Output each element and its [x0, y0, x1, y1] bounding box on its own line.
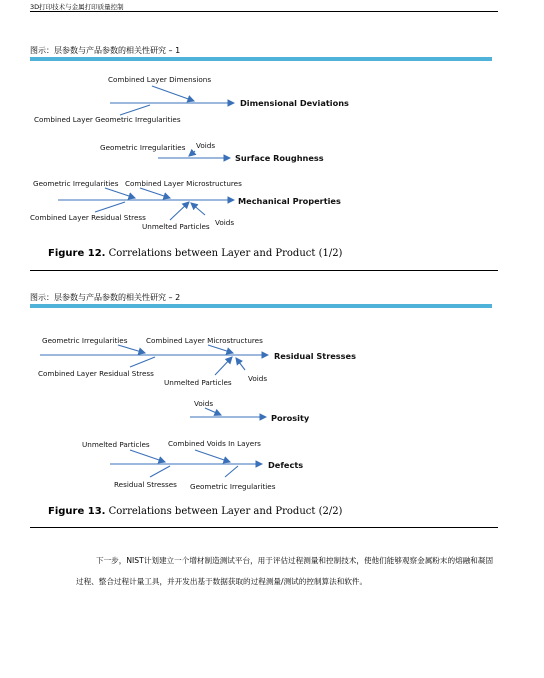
figure12-text: Correlations between Layer and Product (1/2)	[105, 248, 343, 259]
figure13-caption	[48, 506, 342, 517]
label-residual-stresses: Residual Stresses	[114, 480, 177, 489]
label-unmelted-particles-2: Unmelted Particles	[164, 378, 232, 387]
label-geometric-irregularities: Geometric Irregularities	[100, 143, 186, 152]
surface-cause-arrow	[189, 151, 195, 156]
target-dimensional-deviations: Dimensional Deviations	[240, 98, 349, 108]
residual-cause-arrow-5	[236, 358, 245, 370]
residual-cause-arrow-4	[215, 357, 232, 375]
label-geometric-irregularities-2: Geometric Irregularities	[33, 179, 119, 188]
residual-cause-arrow-1	[118, 345, 145, 353]
defects-cause-arrow-3	[150, 466, 170, 477]
target-surface-roughness: Surface Roughness	[235, 153, 324, 163]
label-unmelted-particles-3: Unmelted Particles	[82, 440, 150, 449]
label-voids-4: Voids	[194, 399, 214, 408]
figure12-caption	[48, 248, 342, 259]
figure12-divider	[30, 270, 498, 271]
porosity-cause-arrow	[205, 408, 221, 415]
target-mechanical-properties: Mechanical Properties	[238, 196, 341, 206]
label-voids-2: Voids	[215, 218, 235, 227]
dimensional-cause-arrow-1	[152, 86, 194, 101]
figure13-divider	[30, 527, 498, 528]
figure13-text: Correlations between Layer and Product (2/2)	[105, 506, 343, 517]
figure13-label: Figure 13.	[48, 506, 106, 517]
target-porosity: Porosity	[271, 413, 310, 423]
defects-cause-arrow-1	[130, 450, 165, 462]
label-combined-layer-microstructures: Combined Layer Microstructures	[125, 179, 242, 188]
residual-cause-arrow-3	[130, 357, 155, 367]
mechanical-cause-arrow-4	[170, 202, 189, 220]
label-combined-layer-microstructures-2: Combined Layer Microstructures	[146, 336, 263, 345]
target-defects: Defects	[268, 460, 304, 470]
label-geometric-irregularities-4: Geometric Irregularities	[190, 482, 276, 491]
header-divider	[30, 11, 498, 12]
label-voids: Voids	[196, 141, 216, 150]
mechanical-cause-arrow-2	[140, 188, 170, 198]
mechanical-cause-arrow-5	[191, 203, 205, 215]
defects-cause-arrow-2	[195, 450, 230, 462]
target-residual-stresses: Residual Stresses	[274, 351, 356, 361]
label-combined-layer-residual-stress-2: Combined Layer Residual Stress	[38, 369, 154, 378]
section2-accent-bar	[30, 304, 492, 308]
mechanical-cause-arrow-3	[95, 202, 125, 212]
label-voids-3: Voids	[248, 374, 268, 383]
section2-title: 图示：层参数与产品参数的相关性研究 – 2	[30, 293, 181, 302]
label-combined-voids-in-layers: Combined Voids In Layers	[168, 439, 261, 448]
dimensional-cause-arrow-2	[120, 105, 150, 115]
label-combined-layer-dimensions: Combined Layer Dimensions	[108, 75, 212, 84]
figure12-label: Figure 12.	[48, 248, 106, 259]
residual-cause-arrow-2	[208, 345, 233, 353]
label-unmelted-particles: Unmelted Particles	[142, 222, 210, 231]
label-combined-layer-geometric-irregularities: Combined Layer Geometric Irregularities	[34, 115, 181, 124]
mechanical-cause-arrow-1	[105, 188, 135, 198]
section1-title: 图示：层参数与产品参数的相关性研究 – 1	[30, 46, 181, 55]
figure13-diagram	[0, 325, 544, 500]
body-paragraph: 下一步，NIST计划建立一个增材制造测试平台，用于评估过程测量和控制技术，使他们能够观察金属粉末的熔融和凝固过程、整合过程计量工具，并开发出基于数据获取的过程测量/测试的控制算法和软件。	[76, 556, 494, 586]
defects-cause-arrow-4	[225, 466, 238, 477]
document-header: 3D打印技术与金属打印质量控制	[30, 3, 124, 11]
label-combined-layer-residual-stress: Combined Layer Residual Stress	[30, 213, 146, 222]
figure12-diagram	[0, 60, 544, 240]
label-geometric-irregularities-3: Geometric Irregularities	[42, 336, 128, 345]
